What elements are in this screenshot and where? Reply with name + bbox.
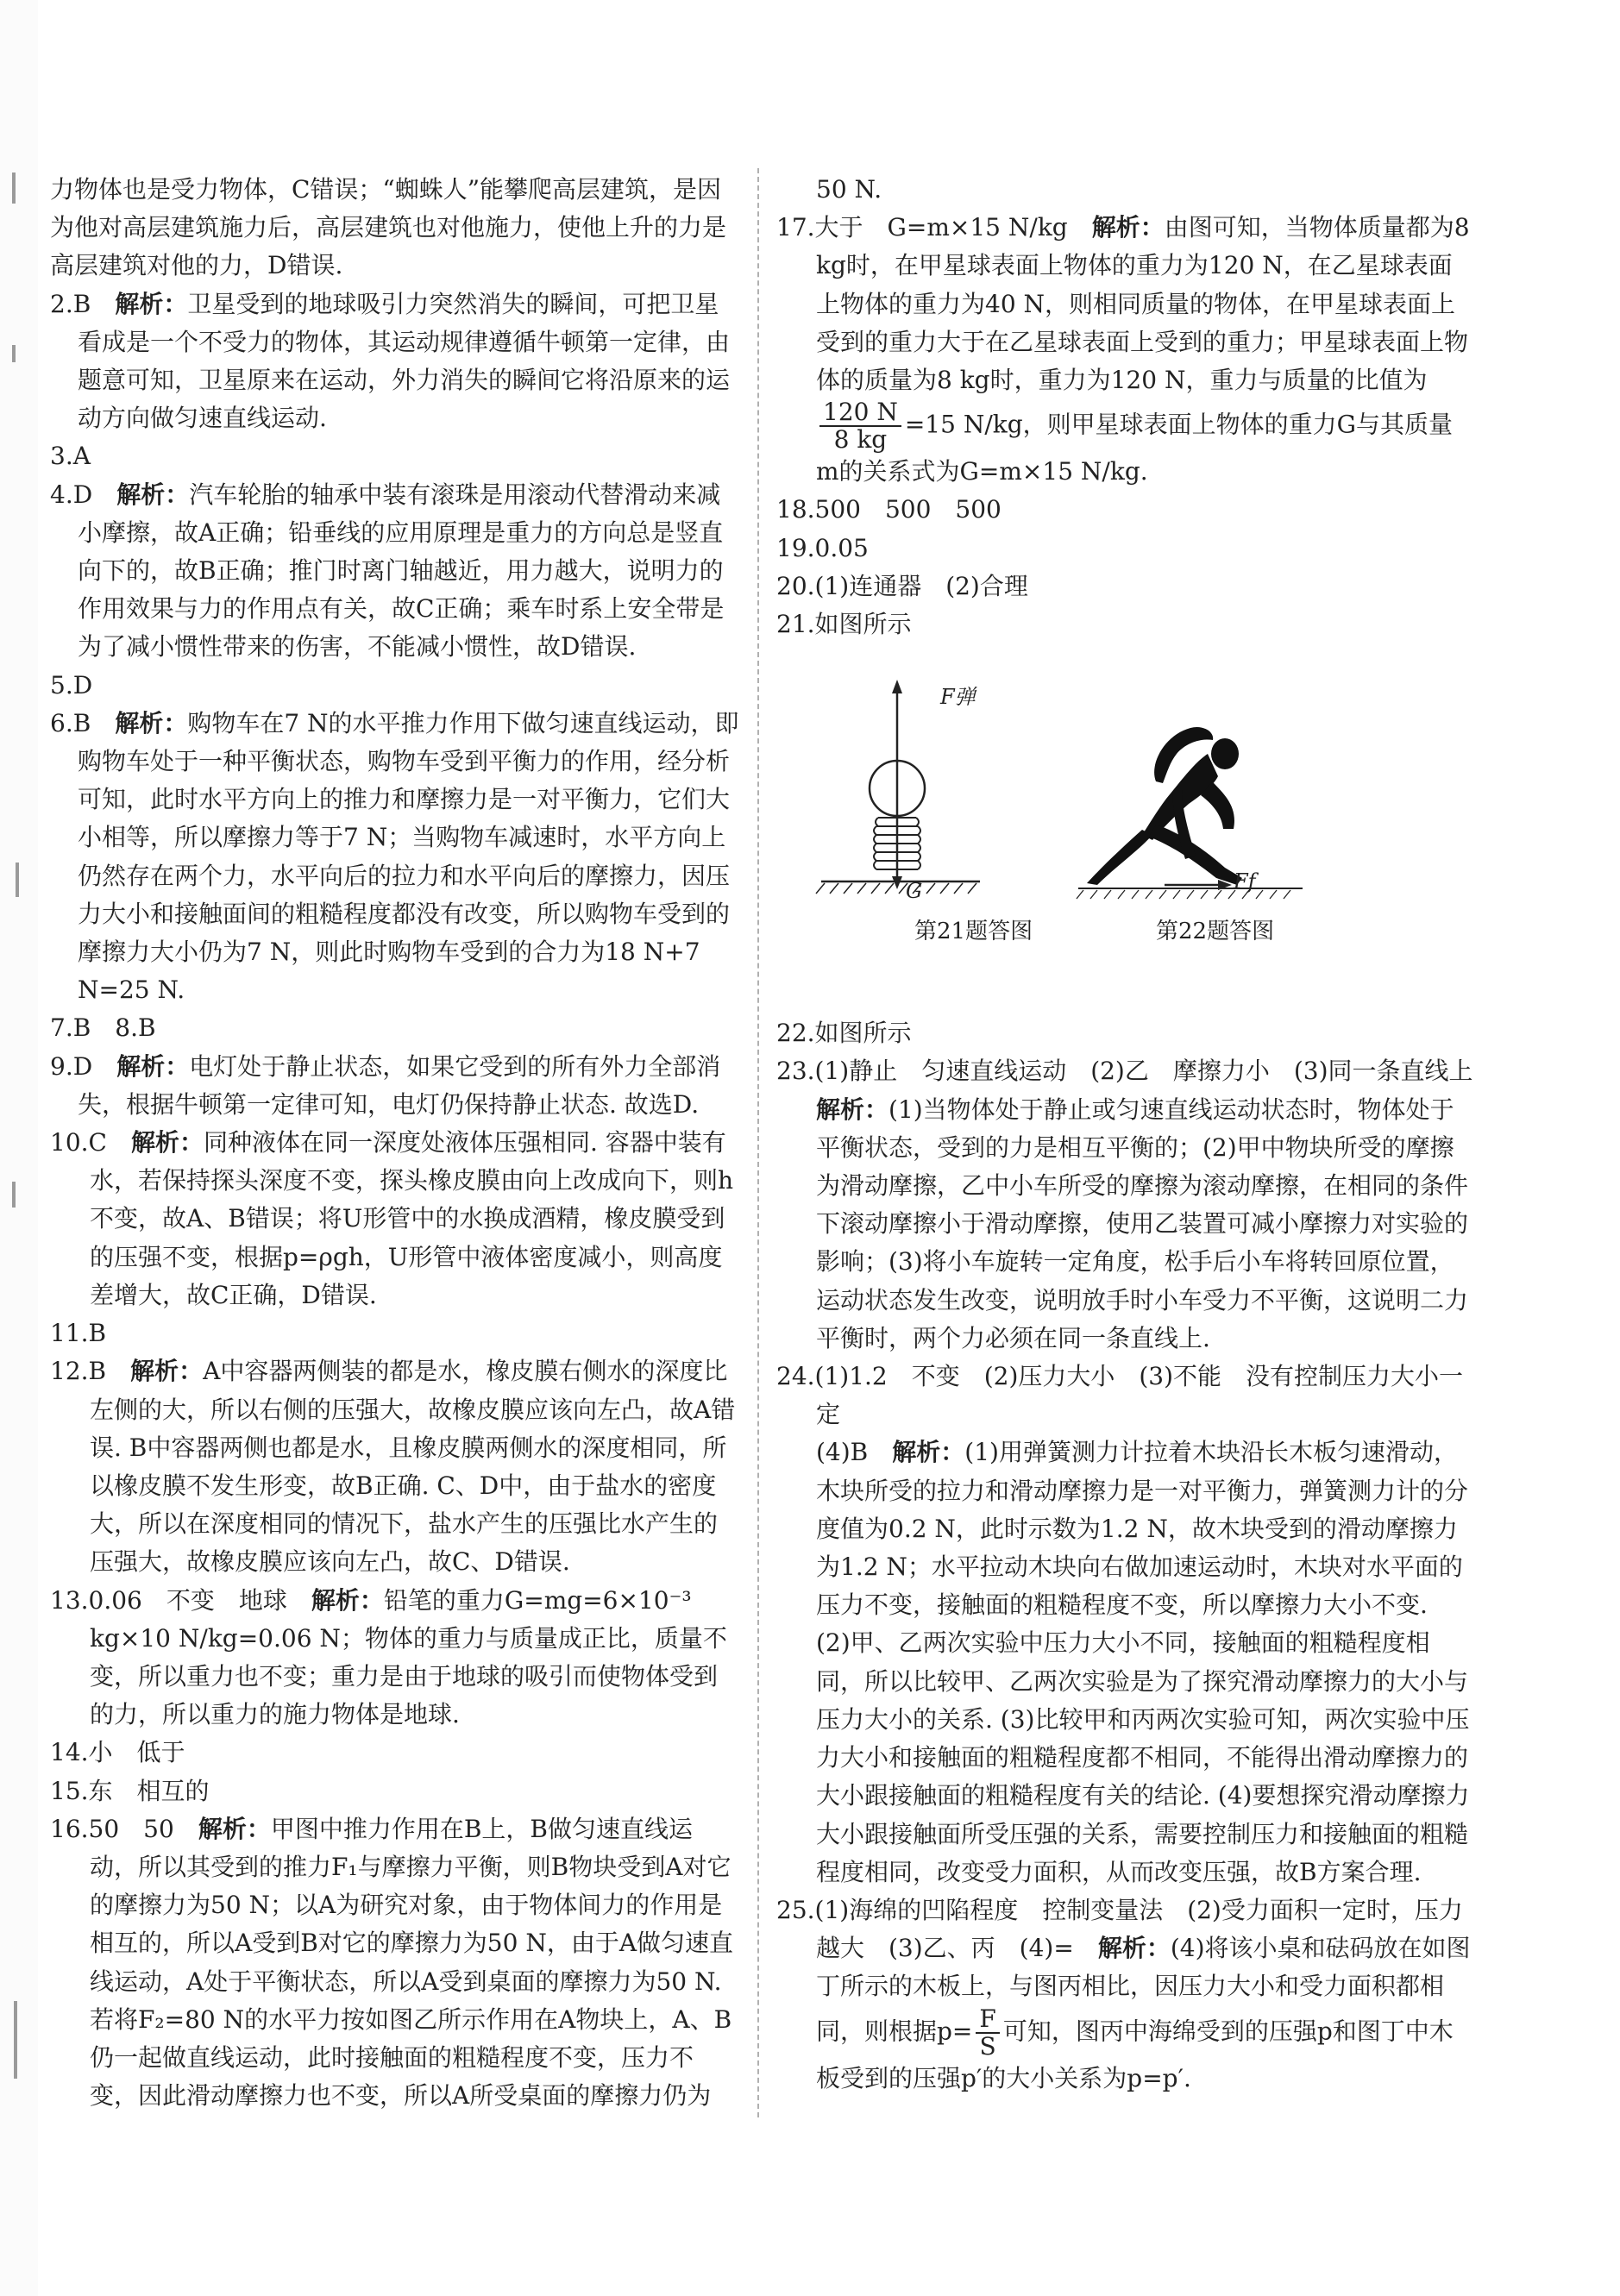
answer-item [50,1734,740,1772]
answer-lead: 16.50 50 [50,1814,174,1843]
answer-body: 同种液体在同一深度处液体压强相同. 容器中装有水，若保持探头深度不变，探头橡皮膜由向上改成向下，则h不变，故A、B错误；将U形管中的水换成酒精，橡皮膜受到的压强不变，根据p=ρgh，U形管中液体密度减小，则高度差增大，故C正确，D错误. [90,1128,734,1309]
answer-lead: 11.B [50,1319,107,1348]
answer-body: 购物车在7 N的水平推力作用下做匀速直线运动，即购物车处于一种平衡状态，购物车受到平衡力的作用，经分析可知，此时水平方向上的推力和摩擦力是一对平衡力，它们大小相等，所以摩擦力等于7 N；当购物车减速时，水平方向上仍然存在两个力，水平向后的拉力和水平向后的摩擦力，因压力大小和接触面间的粗糙程度都没有改变，所以购物车受到的摩擦力大小仍为7 N，则此时购物车受到的合力为18 N+7 N=25 N. [78,708,739,1005]
figure-21-caption: 第21题答图 [914,919,1033,945]
answer-body: (1)当物体处于静止或匀速直线运动状态时，物体处于平衡状态，受到的力是相互平衡的；(2)甲中物块所受的摩擦为滑动摩擦，乙中小车所受的摩擦为滚动摩擦，在相同的条件下滚动摩擦小于滑动摩擦，使用乙装置可减小摩擦力对实验的影响；(3)将小车旋转一定角度，松手后小车将转回原位置，运动状态发生改变，说明放手时小车受力不平衡，这说明二力平衡时，两个力必须在同一条直线上. [816,1095,1469,1352]
answer-item [50,1048,740,1124]
answer-lead: 5.D [50,670,93,699]
answer-item [50,171,740,285]
answer-item [50,1352,740,1581]
edge-mark [12,1182,16,1208]
answer-figures [776,652,1475,963]
answer-lead: 7.B 8.B [50,1013,156,1043]
column-divider [757,168,759,2117]
analysis-label: 解析： [892,1438,965,1467]
answer-item [50,705,740,1010]
analysis-label: 解析： [130,1128,204,1157]
figure-22-caption: 第22题答图 [1156,919,1275,945]
page-edge [0,0,38,2296]
answer-body: A中容器两侧装的都是水，橡皮膜右侧水的深度比左侧的大，所以右侧的压强大，故橡皮膜应该向左凸，故A错误. B中容器两侧也都是水，且橡皮膜两侧水的深度相同，所以橡皮膜不发生形变，故B正确. C、D中，由于盐水的密度大，所以在深度相同的情况下，盐水产生的压强比水产生的压强大，故橡皮膜应该向左凸，故C、D错误. [90,1357,736,1577]
fig21-force-label-bottom: G [906,879,923,904]
fig21-force-label-top: F弹 [940,685,976,710]
answer-body-cont: 可知，图丙中海绵受到的压强p和图丁中木板受到的压强p′的大小关系为p=p′. [816,2017,1454,2092]
fraction-numerator: 120 N [819,399,901,427]
answer-lead: 14.小 低于 [50,1738,185,1767]
analysis-label: 解析： [130,1357,204,1386]
analysis-label: 解析： [116,1051,190,1081]
fraction-numerator: F [976,2006,999,2034]
analysis-label: 解析： [198,1814,271,1843]
answer-lead: 10.C [50,1128,107,1157]
answer-item [50,476,740,667]
answer-body: 由图可知，当物体质量都为8 kg时，在甲星球表面上物体的重力为120 N，在乙星球表面上物体的重力为40 N，则相同质量的物体，在甲星球表面上受到的重力大于在乙星球表面上受到的重力；甲星球表面上物体的质量为8 kg时，重力为120 N，重力与质量的比值为 [816,213,1470,395]
answer-body: 电灯处于静止状态，如果它受到的所有外力全部消失，根据牛顿第一定律可知，电灯仍保持静止状态. 故选D. [78,1051,721,1119]
analysis-label: 解析： [1091,213,1165,242]
answer-lead: 15.东 相互的 [50,1776,210,1805]
answer-20: 20.(1)连通器 (2)合理 [776,571,1028,600]
q16-end: 50 N. [816,175,882,204]
answer-item [50,285,740,438]
answer-lead: 2.B [50,289,91,318]
right-column [776,171,1475,2098]
answer-item [50,667,740,705]
answer-item [50,1124,740,1314]
answer-17 [776,209,1475,491]
left-column [50,171,740,2115]
edge-mark [12,345,16,362]
answer-lead: 12.B [50,1357,107,1386]
answer-23 [776,1052,1475,1358]
answer-item [50,1772,740,1810]
answer-body-cont: =15 N/kg，则甲星球表面上物体的重力G与其质量m的关系式为G=m×15 N/kg. [816,410,1454,486]
answer-lead: (4)B [816,1438,869,1467]
edge-mark [16,863,19,897]
answer-item [50,1314,740,1352]
answer-22: 22.如图所示 [776,1019,912,1048]
answer-24-analysis-2: (2)甲、乙两次实验中压力大小不同，接触面的粗糙程度相同，所以比较甲、乙两次实验是为了探究滑动摩擦力的大小与压力大小的关系. (3)比较甲和丙两次实验可知，两次实验中压力大小和接触面的粗糙程度都不相同，不能得出滑动摩擦力的大小跟接触面的粗糙程度有关的结论. (4)要想探究滑动摩擦力大小跟接触面所受压强的关系，需要控制压力和接触面的粗糙程度相同，改变受力面积，从而改变压强，故B方案合理. [816,1628,1470,1886]
answer-item [50,1009,740,1047]
fraction [976,2006,999,2060]
analysis-label: 解析： [816,1095,889,1124]
answer-body: 甲图中推力作用在B上，B做匀速直线运动，所以其受到的推力F₁与摩擦力平衡，则B物块受到A对它的摩擦力为50 N；以A为研究对象，由于物体间力的作用是相互的，所以A受到B对它的摩擦力为50 N，由于A做匀速直线运动，A处于平衡状态，所以A受到桌面的摩擦力为50 N. 若将F₂=80 N的水平力按如图乙所示作用在A物块上，A、B仍一起做直线运动，此时接触面的粗糙程度不变，压力不变，因此滑动摩擦力也不变，所以A所受桌面的摩擦力仍为 [90,1814,734,2111]
fraction [819,399,901,453]
answer-18: 18.500 500 500 [776,495,1002,524]
fig22-force-label: Ff [1234,869,1256,894]
analysis-label: 解析： [1097,1934,1171,1963]
answer-body: (4)将该小桌和砝码放在如图丁所示的木板上，与图丙相比，因压力大小和受力面积都相同，则根据p= [816,1934,1471,2046]
analysis-label: 解析： [116,480,190,509]
answer-24-analysis [776,1433,1475,1624]
answer-lead: 25.(1)海绵的凹陷程度 控制变量法 (2)受力面积一定时，压力越大 (3)乙、丙 (4)= [776,1895,1463,1963]
answer-19: 19.0.05 [776,533,869,562]
answer-lead: 23.(1)静止 匀速直线运动 (2)乙 摩擦力小 (3)同一条直线上 [776,1057,1473,1086]
edge-mark [12,173,16,204]
figure-22-sprinter [1077,727,1303,899]
fraction-denominator: 8 kg [833,425,888,455]
answer-lead: 3.A [50,442,91,471]
answer-body: 铅笔的重力G=mg=6×10⁻³ kg×10 N/kg=0.06 N；物体的重力与质量成正比，质量不变，所以重力也不变；重力是由于地球的吸引而使物体受到的力，所以重力的施力物体是地球. [90,1585,727,1729]
answer-lead: 13.0.06 不变 地球 [50,1585,287,1615]
answer-item [50,1582,740,1735]
analysis-label: 解析： [311,1585,384,1615]
answer-body: 力物体也是受力物体，C错误；“蜘蛛人”能攀爬高层建筑，是因为他对高层建筑施力后，高层建筑也对他施力，使他上升的力是高层建筑对他的力，D错误. [50,175,727,280]
analysis-label: 解析： [115,708,188,737]
answer-lead: 4.D [50,480,93,509]
answer-body: 卫星受到的地球吸引力突然消失的瞬间，可把卫星看成是一个不受力的物体，其运动规律遵循牛顿第一定律，由题意可知，卫星原来在运动，外力消失的瞬间它将沿原来的运动方向做匀速直线运动. [78,289,731,433]
answer-body: 汽车轮胎的轴承中装有滚珠是用滚动代替滑动来减小摩擦，故A正确；铅垂线的应用原理是重力的方向总是竖直向下的，故B正确；推门时离门轴越近，用力越大，说明力的作用效果与力的作用点有关，故C正确；乘车时系上安全带是为了减小惯性带来的伤害，不能减小惯性，故D错误. [78,480,725,662]
answer-item [50,437,740,475]
answer-24: 24.(1)1.2 不变 (2)压力大小 (3)不能 没有控制压力大小一定 [776,1362,1464,1429]
answer-lead: 6.B [50,708,91,737]
answer-body: (1)用弹簧测力计拉着木块沿长木板匀速滑动，木块所受的拉力和滑动摩擦力是一对平衡力，弹簧测力计的分度值为0.2 N，此时示数为1.2 N，故木块受到的滑动摩擦力为1.2 N；水平拉动木块向右做加速运动时，木块对水平面的压力不变，接触面的粗糙程度不变，所以摩擦力大小不变. [816,1438,1469,1620]
analysis-label: 解析： [115,289,188,318]
edge-mark [14,2001,17,2079]
answer-item [50,1810,740,2116]
answer-21: 21.如图所示 [776,610,912,639]
figures [776,652,1475,1014]
fraction-denominator: S [979,2031,996,2061]
answer-lead: 9.D [50,1051,93,1081]
answer-25 [776,1891,1475,2098]
answer-lead: 17.大于 G=m×15 N/kg [776,213,1068,242]
